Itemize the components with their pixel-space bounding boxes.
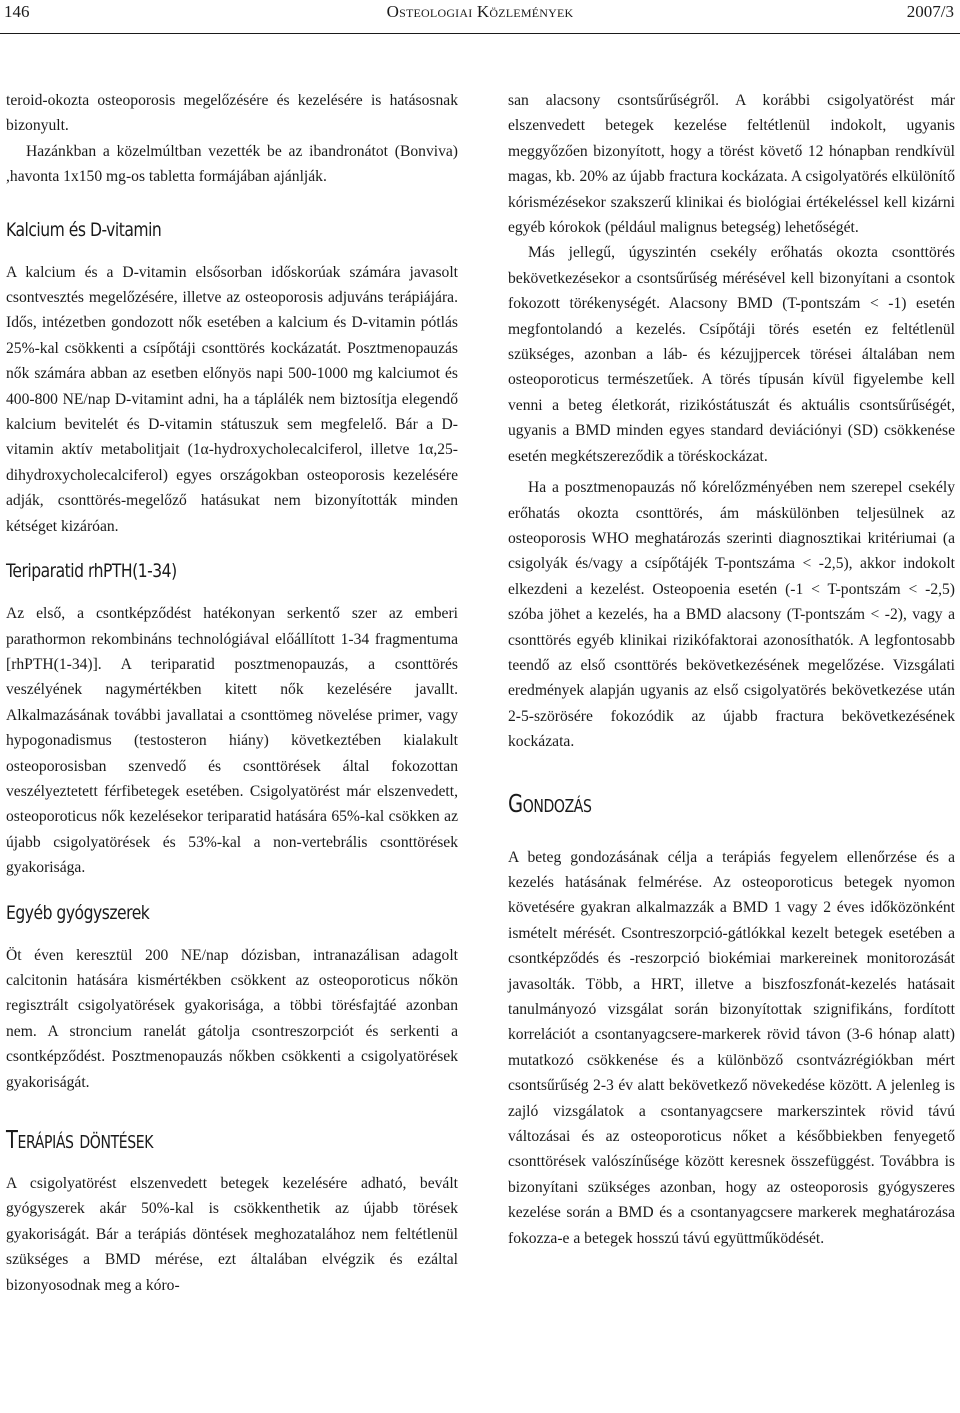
page-number: 146 bbox=[4, 2, 30, 21]
section-heading-gondozas: Gondozás bbox=[508, 788, 592, 818]
right-column bbox=[508, 88, 955, 1251]
paragraph: A beteg gondozásának célja a terápiás fegyelem ellenőrzése és a kezelés hatásának felmérése. Az osteoporoticus betegek nyomon követésére gyakran alkalmazzák a BMD 1 vagy 2 éves időközönként ismételt mérését. Csontreszorpció-gátlókkal kezelt betegek esetében a csontképződés és -reszorpció biokémiai markereinek monitorozását javasolták. Több, a HRT, illetve a biszfoszfonát-kezelés hatásait tanulmányozó vizsgálat során bizonyítottak szignifikáns, fordított korrelációt a csontanyagcsere-markerek rövid távon (3-6 hónap alatt) mutatkozó csökkenése és a különböző csontvázrégiókban mért csontsűrűség 2-3 év alatt bekövetkező növekedése között. A jelenleg is zajló vizsgálatok a csontanyagcsere markerszintek rövid távú változásai és az osteoporoticus nőket a későbbiekben fenyegető csonttörések valószínűsége között keresnek összefüggést. Továbbra is bizonyítani szükséges azonban, hogy az osteoporosis gyógyszeres kezelése során a BMD és a csontanyagcsere markerek meghatározása fokozza-e a betegek hosszú távú együttműködését. bbox=[508, 848, 955, 1247]
header-rule bbox=[0, 33, 960, 34]
paragraph: Más jellegű, úgyszintén csekély erőhatás okozta csonttörés bekövetkezésekor a csontsűrűség mérésével kell bizonyítani a csontok fokozott törékenységét. Alacsony BMD (T-pontszám < -1) esetén megfontolandó a kezelés. Csípőtáji törés esetén ez feltétlenül szükséges, azonban a láb- és kézujjpercek törései általában nem osteoporoticus természetűek. A törés típusán kívül figyelembe kell venni a beteg életkorát, rizikóstátuszát és aktuális csontsűrűségét, ugyanis a BMD minden egyes standard deviációnyi (SD) csökkenése esetén megkétszereződik a töréskockázat. bbox=[508, 244, 955, 465]
paragraph: Öt éven keresztül 200 NE/nap dózisban, intranazálisan adagolt calcitonin hatására kismértékben csökkent az osteoporoticus nőkön regisztrált csigolyatörések gyakorisága, a többi törésfajtáé azonban nem. A stroncium ranelát gátolja csontreszorpciót és serkenti a csontképződést. Posztmenopauzás nőkben csökkenti a csigolyatörések gyakoriságát. bbox=[6, 946, 458, 1091]
paragraph: Hazánkban a közelmúltban vezették be az ibandronátot (Bonviva) ,havonta 1x150 mg-os tabletta formájában ajánlják. bbox=[6, 142, 458, 186]
issue-number: 2007/3 bbox=[906, 2, 954, 21]
subheading-kalcium: Kalcium és D-vitamin bbox=[6, 218, 162, 241]
page-header bbox=[0, 0, 960, 30]
paragraph: san alacsony csontsűrűségről. A korábbi csigolyatörést már elszenvedett betegek kezelése feltétlenül indokolt, ugyanis meggyőzően bizonyított, hogy a törést követő 12 hónapban rendkívül magas, kb. 20% az újabb fractura kockázata. A csigolyatörés elkülönítő kórismézésekor szakszerű klinikai és biológiai értékeléssel kell kizárni egyéb kórokok (például malignus betegség) lehetőségét. bbox=[508, 92, 955, 237]
left-column bbox=[6, 88, 458, 1298]
paragraph: A csigolyatörést elszenvedett betegek kezelésére adható, bevált gyógyszerek akár 50%-kal is csökkenthetik az újabb törések gyakoriságát. Bár a terápiás döntések meghozatalához nem feltétlenül szükséges a BMD mérése, ezt általában elvégzik és ezáltal bizonyosodnak meg a kóro- bbox=[6, 1175, 458, 1294]
paragraph: Az első, a csontképződést hatékonyan serkentő szer az emberi parathormon rekombináns technológiával előállított 1-34 fragmentuma [rhPTH(1-34)]. A teriparatid posztmenopauzás, a csonttörés veszélyének nagymértékben kitett nők kezelésére javallt. Alkalmazásának további javallatai a csonttömeg növelése primer, vagy hypogonadismus (testosteron hiány) következtében kialakult osteoporosisban szenvedő és csonttörések által fokozottan veszélyeztetett férfibetegek esetében. Csigolyatörést már elszenvedett, osteoporoticus nők kezelésekor teriparatid hatására 65%-kal csökken az újabb csigolyatörések és 53%-kal a non-vertebrális csonttörések gyakorisága. bbox=[6, 605, 458, 877]
paragraph: A kalcium és a D-vitamin elsősorban időskorúak számára javasolt csontvesztés megelőzésére, illetve az osteoporosis adjuváns terápiájára. Idős, intézetben gondozott nők esetében a kalcium és D-vitamin pótlás 25%-kal csökkenti a csípőtáji csonttörés kockázatát. Posztmenopauzás nők számára abban az esetben előnyös napi 500-1000 mg kalciumot és 400-800 NE/nap D-vitamint adni, ha a táplálék nem biztosítja elegendő kalcium bevitelét és D-vitamin státuszuk sem megfelelő. Bár a D-vitamin aktív metabolitjait (1α-hydroxycholecalciferol, illetve 1α,25-dihydroxycholecalciferol) egyes országokban osteoporosis kezelésére adják, csonttörés-megelőző hatásukat nem bizonyították minden kétséget kizáróan. bbox=[6, 263, 458, 535]
subheading-egyeb: Egyéb gyógyszerek bbox=[6, 901, 150, 924]
paragraph: teroid-okozta osteoporosis megelőzésére és kezelésére is hatásosnak bizonyult. bbox=[6, 92, 458, 135]
subheading-teriparatid: Teriparatid rhPTH(1-34) bbox=[6, 560, 177, 583]
paragraph: Ha a posztmenopauzás nő kórelőzményében nem szerepel csekély erőhatás okozta csonttörés, ám máskülönben teljesülnek az osteoporosis WHO meghatározás szerinti diagnosztikai kritériumai (a csigolyák és/vagy a csípőtájék T-pontszáma < -2,5), akkor indokolt elkezdeni a kezelést. Osteopoenia esetén (-1 < T-pontszám < -2,5) szóba jöhet a kezelés, ha a BMD alacsony (T-pontszám < -2), vagy a csonttörés egyéb klinikai rizikófaktorai azonosíthatók. A legfontosabb teendő az első csonttörés bekövetkezésének megelőzése. Vizsgálati eredmények alapján ugyanis az első csigolyatörés bekövetkezése után 2-5-szörösére fokozódik az újabb fractura bekövetkezésének kockázata. bbox=[508, 479, 955, 751]
journal-title: Osteologiai Közlemények bbox=[386, 2, 574, 21]
section-heading-terapias: Terápiás döntések bbox=[6, 1125, 154, 1154]
